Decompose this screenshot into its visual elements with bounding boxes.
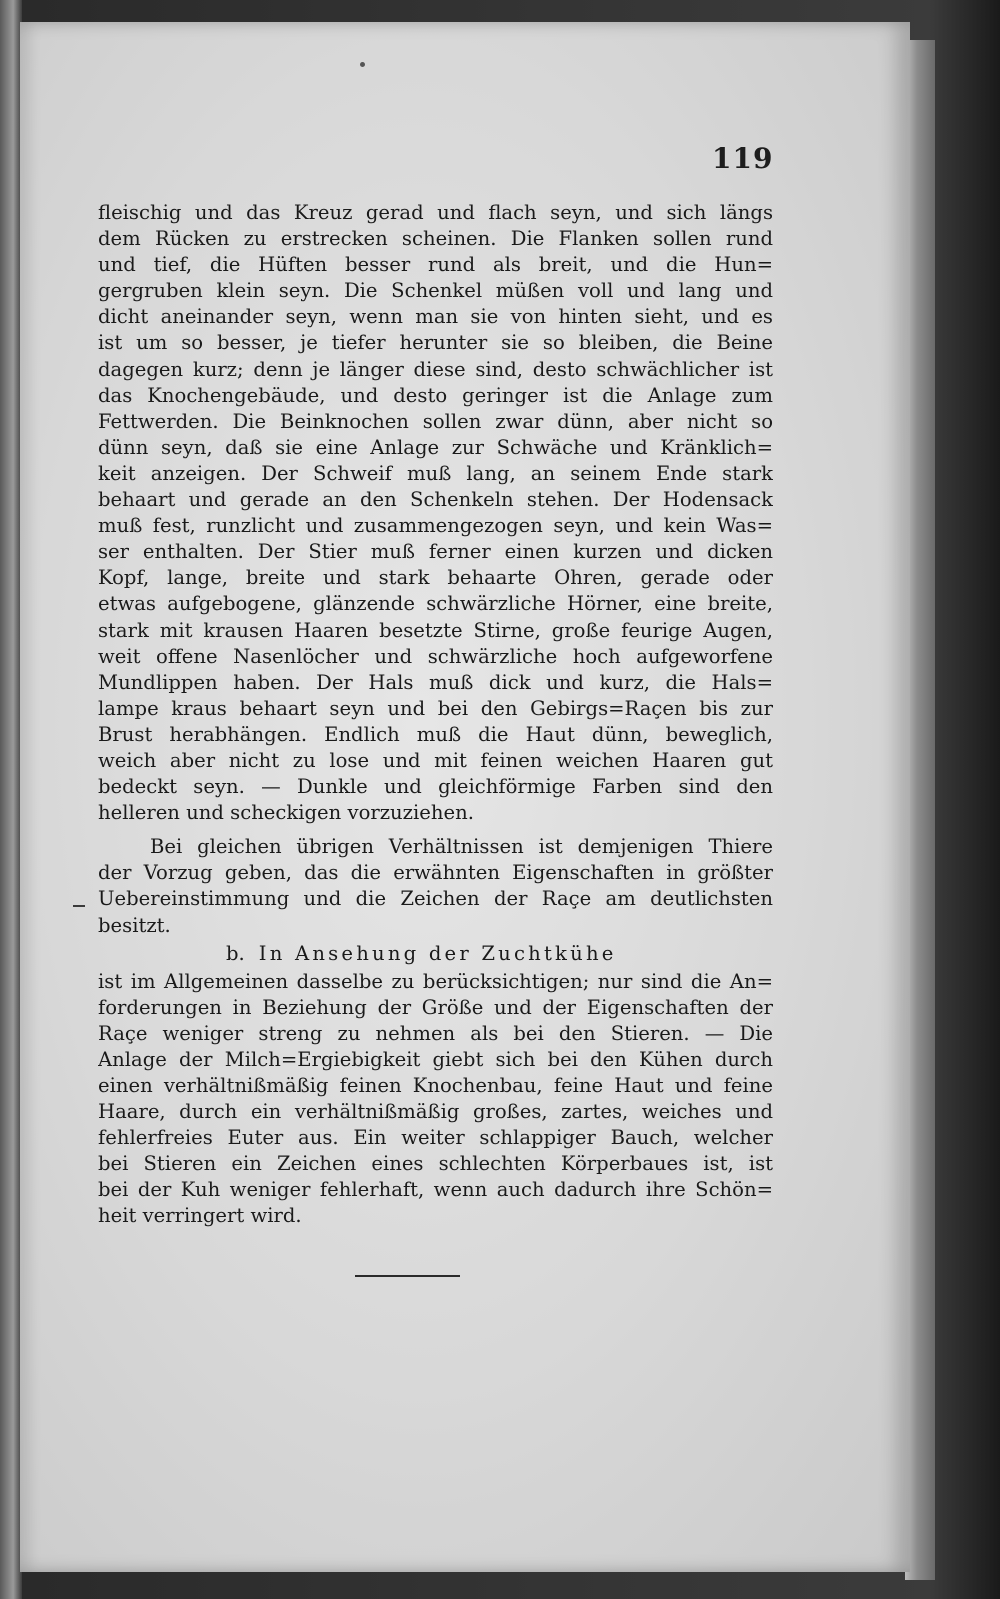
text-line: Bei gleichen übrigen Verhältnissen ist demjenigen Thiere [150,835,773,859]
text-line: ist um so besser, je tiefer herunter sie so bleiben, die Beine [98,331,773,355]
text-line: forderungen in Beziehung der Größe und der Eigenschaften der [98,995,773,1019]
text-line: der Vorzug geben, das die erwähnten Eigenschaften in größter [98,861,773,885]
text-line: dagegen kurz; denn je länger diese sind, desto schwächlicher ist [98,357,773,381]
text-line: ser enthalten. Der Stier muß ferner einen kurzen und dicken [98,540,773,564]
text-line: Raçe weniger streng zu nehmen als bei den Stieren. — Die [98,1021,773,1045]
text-line: heit verringert wird. [98,1204,302,1228]
text-line: Kopf, lange, breite und stark behaarte Ohren, gerade oder [98,566,773,590]
text-line: einen verhältnißmäßig feinen Knochenbau, feine Haut und feine [98,1074,773,1097]
page-number: 119 [712,142,774,175]
text-line: dünn seyn, daß sie eine Anlage zur Schwäche und Kränklich= [98,435,773,459]
section-title: In Ansehung der Zuchtkühe [258,941,617,965]
text-line: bedeckt seyn. — Dunkle und gleichförmige Farben sind den [98,775,773,799]
text-line: etwas aufgebogene, glänzende schwärzliche Hörner, eine breite, [98,592,773,616]
text-line: weich aber nicht zu lose und mit feinen weichen Haaren gut [98,748,773,772]
text-line: Brust herabhängen. Endlich muß die Haut dünn, beweglich, [98,722,773,746]
text-line: Mundlippen haben. Der Hals muß dick und kurz, die Hals= [98,670,773,694]
section-heading [98,939,773,969]
previous-page-edge [0,0,22,1599]
text-line: das Knochengebäude, und desto geringer ist die Anlage zum [98,383,773,407]
text-line: und tief, die Hüften besser rund als breit, und die Hun= [98,253,773,277]
paragraph-3 [98,969,773,1230]
print-speck [360,62,365,67]
text-line: muß fest, runzlicht und zusammengezogen seyn, und kein Was= [98,514,773,538]
text-line: fehlerfreies Euter aus. Ein weiter schlappiger Bauch, welcher [98,1126,773,1150]
text-line: stark mit krausen Haaren besetzte Stirne, große feurige Augen, [98,618,773,642]
text-line: helleren und scheckigen vorzuziehen. [98,801,474,825]
text-line: fleischig und das Kreuz gerad und flach seyn, und sich längs [98,201,773,224]
text-line: besitzt. [98,913,171,937]
text-line: bei der Kuh weniger fehlerhaft, wenn auch dadurch ihre Schön= [98,1178,773,1202]
text-line: Uebereinstimmung und die Zeichen der Raçe am deutlichsten [98,887,773,911]
text-line: Haare, durch ein verhältnißmäßig großes, zartes, weiches und [98,1100,773,1124]
text-line: lampe kraus behaart seyn und bei den Gebirgs=Raçen bis zur [98,696,773,720]
page-text [98,200,773,1230]
text-line: bei Stieren ein Zeichen eines schlechten Körperbaues ist, ist [98,1152,773,1176]
text-line: dicht aneinander seyn, wenn man sie von hinten sieht, und es [98,305,773,329]
text-line: Fettwerden. Die Beinknochen sollen zwar dünn, aber nicht so [98,409,773,433]
margin-mark [73,905,85,907]
paragraph-2 [98,834,773,938]
paragraph-1 [98,200,773,826]
section-label: b. [226,941,245,965]
text-line: gergruben klein seyn. Die Schenkel müßen voll und lang und [98,279,773,303]
text-line: keit anzeigen. Der Schweif muß lang, an seinem Ende stark [98,461,773,485]
text-line: ist im Allgemeinen dasselbe zu berücksichtigen; nur sind die An= [98,969,773,993]
text-line: Anlage der Milch=Ergiebigkeit giebt sich bei den Kühen durch [98,1047,773,1071]
text-line: weit offene Nasenlöcher und schwärzliche hoch aufgeworfene [98,644,773,668]
text-line: dem Rücken zu erstrecken scheinen. Die Flanken sollen rund [98,227,773,251]
text-line: behaart und gerade an den Schenkeln stehen. Der Hodensack [98,488,773,512]
end-rule [355,1275,460,1277]
